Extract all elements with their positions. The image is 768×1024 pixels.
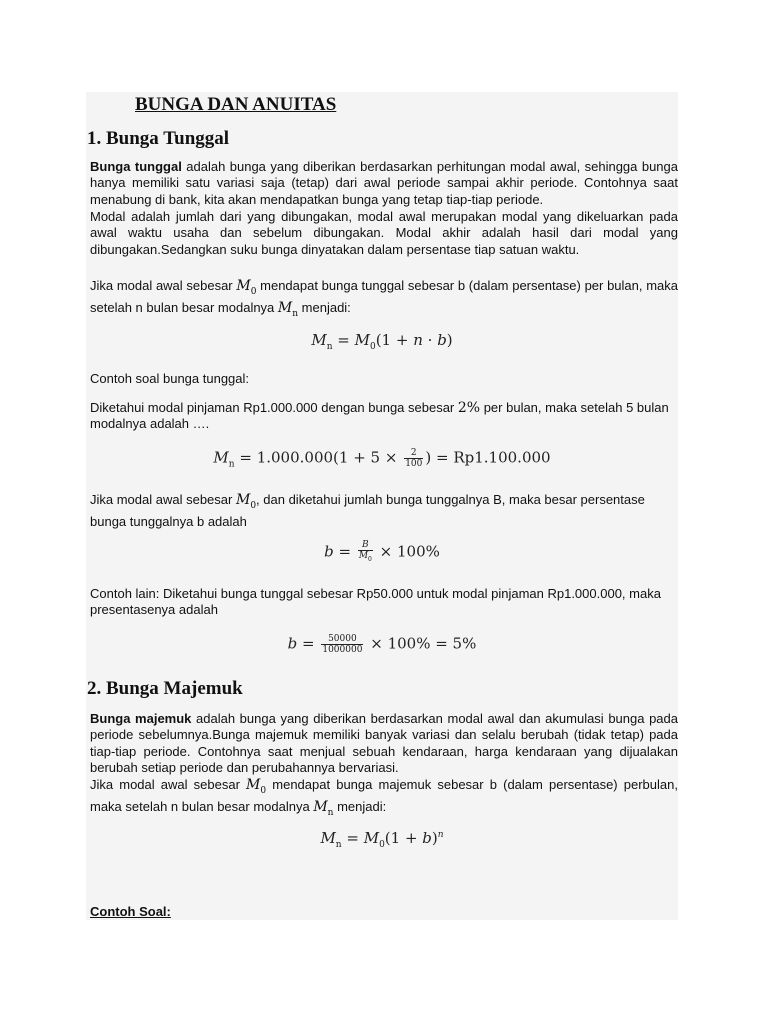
formula-part: × 100%	[379, 542, 440, 561]
paragraph-formula-intro	[90, 278, 678, 322]
numerator: 50000	[321, 634, 363, 645]
symbol-m0: $M_0$	[236, 278, 257, 297]
text-part: mendapat bunga majemuk sebesar b (dalam persentase) perbulan, maka setelah n bulan besar modalnya	[90, 777, 678, 815]
denominator: $M_0$	[358, 551, 372, 563]
section-heading-bunga-tunggal: 1. Bunga Tunggal	[87, 128, 230, 149]
percent-value: 2%	[457, 400, 481, 416]
formula-other-example: b = $\frac{50000}{1000000}$ × 100% = 5%	[287, 634, 477, 655]
paragraph-example	[90, 400, 678, 433]
formula-part: ) = Rp1.100.000	[425, 448, 551, 467]
formula-part: × 100% = 5%	[370, 634, 477, 653]
symbol-mn: $M_n$	[313, 799, 334, 818]
denominator: 100	[405, 459, 423, 469]
formula-part: = 1.000.000(1 + 5 ×	[239, 448, 403, 467]
text-part: menjadi:	[298, 300, 351, 316]
formula-example: $M_n = 1.000.000(1 + 5$ × $\frac{2}{100}$ ) = Rp1.100.000	[213, 448, 551, 470]
fraction	[321, 634, 363, 655]
text-part: per bulan, maka setelah 5 bulan modalnya adalah ….	[90, 400, 669, 432]
paragraph-bunga-majemuk-definition	[90, 711, 678, 777]
formula-percentage: b = $\frac{B}{M_0}$ × 100%	[324, 540, 440, 563]
numerator: 2	[404, 448, 423, 459]
paragraph-other-example: Contoh lain: Diketahui bunga tunggal sebesar Rp50.000 untuk modal pinjaman Rp1.000.000, maka presentasenya adalah	[90, 586, 661, 618]
paragraph-bunga-tunggal-definition	[90, 159, 678, 208]
symbol-m0: $M_0$	[235, 492, 257, 511]
paragraph-modal: Modal adalah jumlah dari yang dibungakan, modal awal merupakan modal yang dikeluarkan pada awal waktu usaha dan sebelum dibungakan. Modal akhir adalah hasil dari modal yang dibungakan.Sedangkan suku bunga dinyatakan dalam persentase tiap satuan waktu.	[90, 209, 678, 257]
symbol-mn: $M_n$	[277, 300, 299, 319]
numerator: B	[358, 540, 373, 551]
text-part: Diketahui modal pinjaman Rp1.000.000 dengan bunga sebesar	[90, 400, 458, 415]
text-part: Jika modal awal sebesar	[90, 278, 237, 293]
example-label: Contoh soal bunga tunggal:	[90, 371, 250, 386]
text-part: mendapat bunga tunggal sebesar b (dalam persentase) per bulan, maka setelah n bulan besar modalnya	[90, 278, 678, 316]
text-part: Jika modal awal sebesar	[90, 492, 236, 507]
page-title: BUNGA DAN ANUITAS	[135, 94, 337, 115]
denominator: 1000000	[322, 645, 363, 655]
text-part: , dan diketahui jumlah bunga tunggalnya B, maka besar persentase bunga tunggalnya b adalah	[90, 492, 645, 530]
contoh-soal-label: Contoh Soal:	[90, 904, 171, 919]
definition-text: adalah bunga yang diberikan berdasarkan modal awal dan akumulasi bunga pada periode sebelumnya.Bunga majemuk memiliki banyak variasi dan selalu berubah (tidak tetap) pada tiap-tiap periode. Contohnya saat menjual sebuah kendaraan, harga kendaraan yang dijualakan berubah setiap periode dan perubahannya bervariasi.	[90, 711, 678, 776]
paragraph-majemuk-formula-intro	[90, 777, 678, 821]
symbol-m0: $M_0$	[246, 777, 267, 796]
fraction	[404, 448, 423, 469]
definition-text: adalah bunga yang diberikan berdasarkan perhitungan modal awal, sehingga bunga hanya memiliki satu variasi saja (tetap) dari awal periode sampai akhir periode. Contohnya saat menabung di bank, kita akan mendapatkan bunga yang tetap tiap-tiap periode.	[90, 159, 678, 207]
text-part: menjadi:	[333, 799, 387, 815]
section-heading-bunga-majemuk: 2. Bunga Majemuk	[87, 678, 243, 699]
paragraph-percentage-intro	[90, 492, 678, 531]
term-bunga-majemuk: Bunga majemuk	[90, 711, 192, 726]
formula-bunga-tunggal: $M_n = M_0(1 + n \cdot b)$	[311, 331, 453, 352]
term-bunga-tunggal: Bunga tunggal	[90, 159, 182, 174]
fraction	[358, 540, 373, 565]
formula-bunga-majemuk: $M_n = M_0(1 + b)^n$	[320, 829, 444, 850]
text-part: Jika modal awal sebesar	[90, 777, 247, 792]
